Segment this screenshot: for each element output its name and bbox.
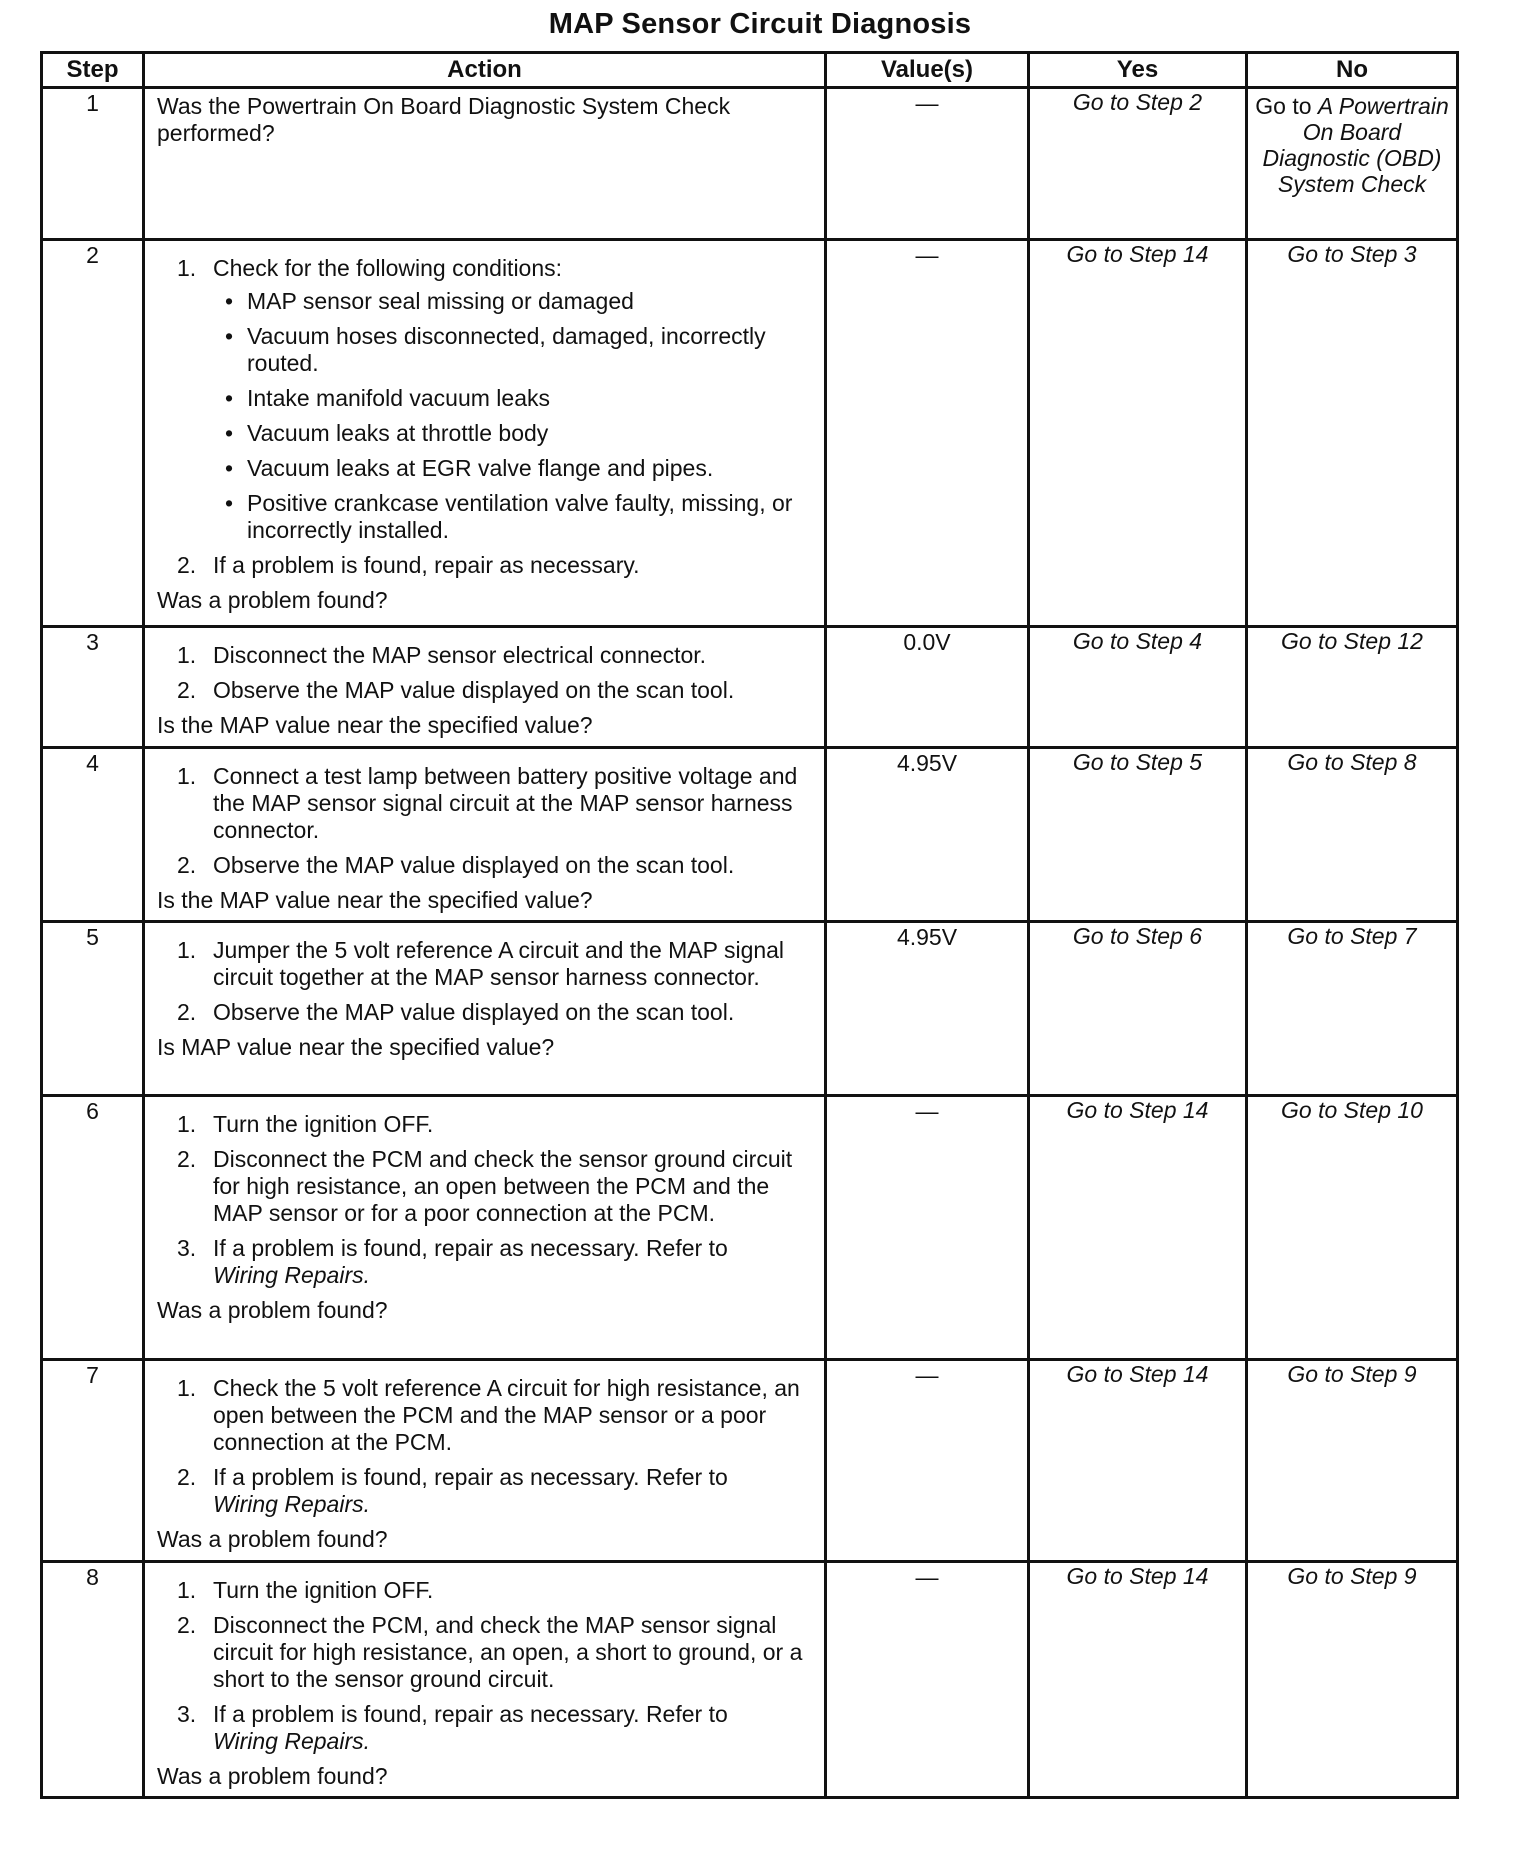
table-row-step-6	[42, 1096, 1458, 1360]
action-step	[157, 1111, 818, 1138]
no-cell: Go to Step 8	[1247, 748, 1458, 922]
header-values: Value(s)	[826, 53, 1029, 88]
step-index: 2.	[177, 1146, 197, 1172]
step-number: 2	[42, 240, 144, 627]
step-text: Observe the MAP value displayed on the scan tool.	[213, 999, 735, 1025]
bullet-icon: •	[225, 455, 234, 481]
action-steps	[157, 1577, 818, 1755]
wiring-repairs-reference: Wiring Repairs.	[213, 1728, 371, 1754]
action-steps	[157, 255, 818, 579]
no-cell	[1247, 88, 1458, 240]
action-step	[157, 552, 818, 579]
condition-item: • Positive crankcase ventilation valve faulty, missing, or incorrectly installed.	[225, 490, 793, 543]
action-step	[157, 255, 818, 544]
yes-cell: Go to Step 2	[1029, 88, 1247, 240]
condition-item: • MAP sensor seal missing or damaged	[225, 288, 634, 314]
table-row-step-4	[42, 748, 1458, 922]
step-text: If a problem is found, repair as necessary. Refer to	[213, 1701, 728, 1727]
value-cell: —	[826, 240, 1029, 627]
action-step	[157, 1701, 818, 1755]
step-index: 1.	[177, 1375, 197, 1401]
no-reference: A Powertrain On Board Diagnostic (OBD) System Check	[1262, 93, 1449, 197]
header-action: Action	[144, 53, 826, 88]
action-step	[157, 677, 818, 704]
step-index: 2.	[177, 1612, 197, 1638]
action-cell	[144, 922, 826, 1096]
action-question: Was a problem found?	[157, 1526, 388, 1552]
step-index: 1.	[177, 1577, 197, 1603]
yes-cell: Go to Step 4	[1029, 627, 1247, 748]
wiring-repairs-reference: Wiring Repairs.	[213, 1491, 371, 1517]
condition-item: • Vacuum leaks at EGR valve flange and pipes.	[225, 455, 714, 481]
yes-cell: Go to Step 14	[1029, 240, 1247, 627]
step-index: 1.	[177, 1111, 197, 1137]
no-cell: Go to Step 9	[1247, 1360, 1458, 1562]
step-text: Turn the ignition OFF.	[213, 1111, 434, 1137]
action-question: Was a problem found?	[157, 587, 388, 613]
value-cell: 4.95V	[826, 922, 1029, 1096]
table-row-step-7	[42, 1360, 1458, 1562]
value-cell: —	[826, 1360, 1029, 1562]
no-cell: Go to Step 9	[1247, 1562, 1458, 1798]
bullet-icon: •	[225, 288, 234, 314]
step-text: Disconnect the PCM and check the sensor ground circuit for high resistance, an open between the PCM and the MAP sensor or for a poor connection at the PCM.	[213, 1146, 793, 1226]
step-index: 2.	[177, 1464, 197, 1490]
table-row-step-1	[42, 88, 1458, 240]
bullet-icon: •	[225, 420, 234, 446]
action-steps	[157, 642, 818, 704]
step-index: 1.	[177, 642, 197, 668]
step-index: 2.	[177, 999, 197, 1025]
action-steps	[157, 937, 818, 1026]
action-question: Was a problem found?	[157, 1297, 388, 1323]
step-index: 1.	[177, 937, 197, 963]
page-title: MAP Sensor Circuit Diagnosis	[548, 8, 972, 40]
step-text: Observe the MAP value displayed on the scan tool.	[213, 852, 735, 878]
step-index: 2.	[177, 852, 197, 878]
header-row	[42, 53, 1458, 88]
action-cell	[144, 240, 826, 627]
action-steps	[157, 1375, 818, 1518]
condition-list	[213, 288, 818, 544]
step-index: 3.	[177, 1701, 197, 1727]
value-cell: 4.95V	[826, 748, 1029, 922]
action-question: Was the Powertrain On Board Diagnostic System Check performed?	[157, 93, 731, 146]
yes-cell: Go to Step 14	[1029, 1360, 1247, 1562]
step-number: 7	[42, 1360, 144, 1562]
no-cell: Go to Step 3	[1247, 240, 1458, 627]
header-no: No	[1247, 53, 1458, 88]
condition-item: • Vacuum hoses disconnected, damaged, incorrectly routed.	[225, 323, 766, 376]
no-cell: Go to Step 12	[1247, 627, 1458, 748]
value-cell: —	[826, 88, 1029, 240]
diagnosis-table	[40, 51, 1459, 1799]
step-text: If a problem is found, repair as necessary. Refer to	[213, 1464, 728, 1490]
action-step	[157, 937, 818, 991]
step-text: If a problem is found, repair as necessary. Refer to	[213, 1235, 728, 1261]
wiring-repairs-reference: Wiring Repairs.	[213, 1262, 371, 1288]
bullet-icon: •	[225, 490, 234, 516]
action-step	[157, 763, 818, 844]
step-index: 1.	[177, 255, 197, 281]
bullet-icon: •	[225, 385, 234, 411]
action-cell	[144, 748, 826, 922]
condition-item: • Vacuum leaks at throttle body	[225, 420, 549, 446]
step-number: 4	[42, 748, 144, 922]
action-step	[157, 999, 818, 1026]
table-row-step-5	[42, 922, 1458, 1096]
action-step	[157, 1146, 818, 1227]
step-text: Check the 5 volt reference A circuit for high resistance, an open between the PCM and the MAP sensor or a poor connection at the PCM.	[213, 1375, 800, 1455]
action-steps	[157, 763, 818, 879]
step-number: 1	[42, 88, 144, 240]
action-step	[157, 1235, 818, 1289]
table-row-step-8	[42, 1562, 1458, 1798]
step-text: Jumper the 5 volt reference A circuit and the MAP signal circuit together at the MAP sensor harness connector.	[213, 937, 785, 990]
action-cell	[144, 1360, 826, 1562]
value-cell: 0.0V	[826, 627, 1029, 748]
action-step	[157, 1375, 818, 1456]
table-row-step-3	[42, 627, 1458, 748]
action-question: Is MAP value near the specified value?	[157, 1034, 555, 1060]
bullet-icon: •	[225, 323, 234, 349]
action-step	[157, 852, 818, 879]
step-text: Disconnect the MAP sensor electrical connector.	[213, 642, 707, 668]
step-text: Check for the following conditions:	[213, 255, 563, 281]
yes-cell: Go to Step 14	[1029, 1562, 1247, 1798]
step-text: Disconnect the PCM, and check the MAP sensor signal circuit for high resistance, an open, a short to ground, or a short to the sensor ground circuit.	[213, 1612, 803, 1692]
action-step	[157, 1464, 818, 1518]
step-text: Connect a test lamp between battery positive voltage and the MAP sensor signal circuit at the MAP sensor harness connector.	[213, 763, 798, 843]
no-prefix: Go to	[1255, 93, 1318, 119]
step-number: 5	[42, 922, 144, 1096]
action-cell	[144, 627, 826, 748]
table-row-step-2	[42, 240, 1458, 627]
header-step: Step	[42, 53, 144, 88]
step-text: If a problem is found, repair as necessary.	[213, 552, 640, 578]
action-cell	[144, 1096, 826, 1360]
action-step	[157, 1612, 818, 1693]
step-number: 8	[42, 1562, 144, 1798]
no-cell: Go to Step 10	[1247, 1096, 1458, 1360]
step-index: 2.	[177, 677, 197, 703]
action-step	[157, 642, 818, 669]
step-text: Turn the ignition OFF.	[213, 1577, 434, 1603]
yes-cell: Go to Step 5	[1029, 748, 1247, 922]
action-question: Was a problem found?	[157, 1763, 388, 1789]
action-step	[157, 1577, 818, 1604]
yes-cell: Go to Step 14	[1029, 1096, 1247, 1360]
action-steps	[157, 1111, 818, 1289]
value-cell: —	[826, 1096, 1029, 1360]
action-cell	[144, 1562, 826, 1798]
header-yes: Yes	[1029, 53, 1247, 88]
no-cell: Go to Step 7	[1247, 922, 1458, 1096]
value-cell: —	[826, 1562, 1029, 1798]
action-question: Is the MAP value near the specified value?	[157, 887, 593, 913]
step-index: 2.	[177, 552, 197, 578]
step-number: 3	[42, 627, 144, 748]
yes-cell: Go to Step 6	[1029, 922, 1247, 1096]
step-index: 3.	[177, 1235, 197, 1261]
step-text: Observe the MAP value displayed on the scan tool.	[213, 677, 735, 703]
step-number: 6	[42, 1096, 144, 1360]
action-cell	[144, 88, 826, 240]
step-index: 1.	[177, 763, 197, 789]
action-question: Is the MAP value near the specified value?	[157, 712, 593, 738]
condition-item: • Intake manifold vacuum leaks	[225, 385, 550, 411]
